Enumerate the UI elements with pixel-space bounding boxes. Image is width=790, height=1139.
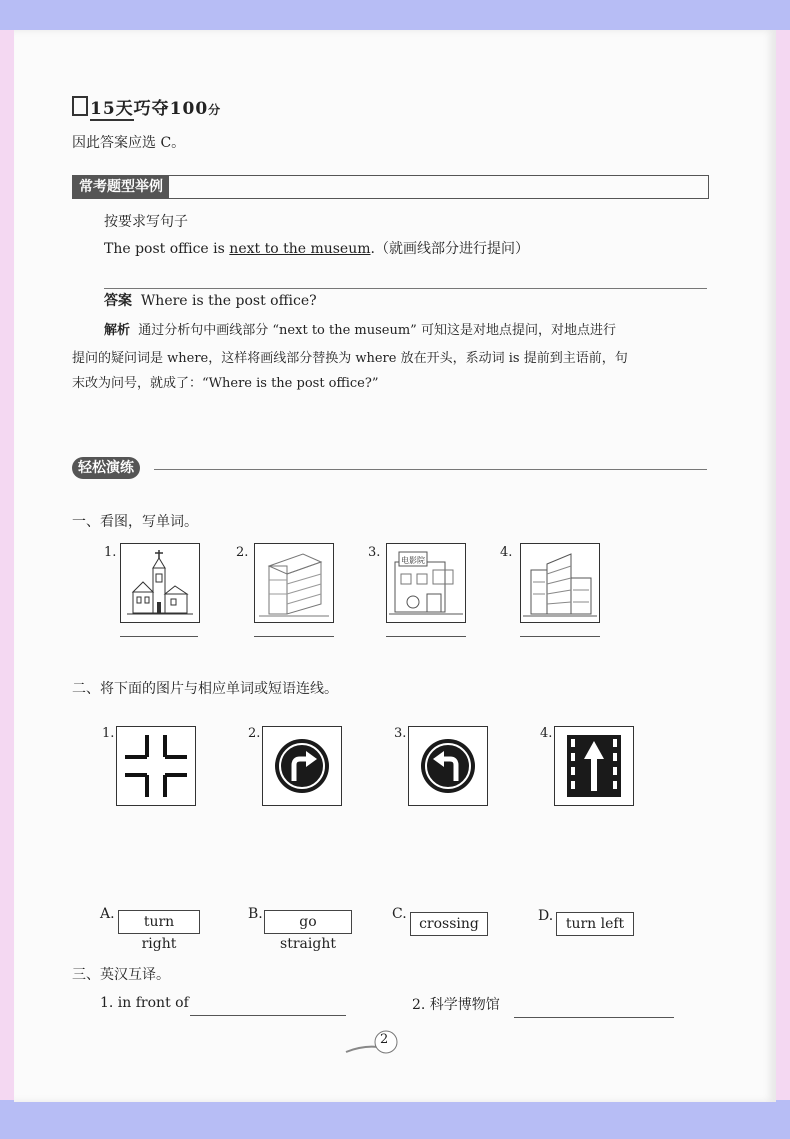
practice-divider — [154, 469, 707, 470]
brand-score: 100 — [169, 99, 209, 119]
answer-text: Where is the post office? — [140, 293, 317, 309]
brand-text: 巧夺 — [133, 99, 170, 119]
q1-blank-1[interactable] — [120, 636, 198, 637]
analysis-line-1 — [104, 322, 616, 340]
q3-item-2: 2. 科学博物馆 — [412, 997, 500, 1013]
q1-blank-4[interactable] — [520, 636, 600, 637]
q2-num-4: 4. — [540, 726, 553, 741]
instruction-text: 按要求写句子 — [104, 214, 188, 230]
page-number: 2 — [380, 1032, 389, 1047]
q2-num-3: 3. — [394, 726, 407, 741]
practice-section-title: 轻松演练 — [72, 457, 140, 479]
option-b-go-straight[interactable]: go straight — [264, 910, 352, 934]
answer-line — [104, 292, 317, 312]
analysis-label: 解析 — [104, 323, 131, 338]
analysis-line-3: 末改为问号，就成了：“Where is the post office?” — [72, 376, 379, 391]
q3-item-1: 1. in front of — [100, 995, 189, 1011]
brand-unit: 分 — [208, 103, 222, 117]
q3-blank-2[interactable] — [514, 1017, 674, 1018]
crossing-sign-icon — [117, 727, 195, 805]
q2-picture-3 — [408, 726, 488, 806]
example-section-bar — [72, 175, 709, 199]
answer-label: 答案 — [104, 293, 132, 309]
example-section-title: 常考题型举例 — [73, 176, 169, 198]
q1-num-2: 2. — [236, 545, 249, 560]
turn-left-sign-icon — [409, 727, 487, 805]
turn-right-sign-icon — [263, 727, 341, 805]
brand-box-icon — [72, 96, 88, 116]
cinema-sign-text: 电影院 — [401, 556, 425, 565]
brand-day: 天 — [115, 99, 134, 119]
option-a-letter: A. — [100, 906, 115, 922]
option-d-turn-left[interactable]: turn left — [556, 912, 634, 936]
q1-picture-2 — [254, 543, 334, 623]
q1-num-4: 4. — [500, 545, 513, 560]
q3-blank-1[interactable] — [190, 1015, 346, 1016]
q1-picture-3 — [386, 543, 466, 623]
conclusion-text: 因此答案应选 C。 — [72, 135, 186, 151]
option-c-letter: C. — [392, 906, 407, 922]
cinema-icon — [387, 544, 465, 622]
brand-number: 15 — [90, 99, 116, 119]
hospital-building-icon — [521, 544, 599, 622]
q2-picture-1 — [116, 726, 196, 806]
q2-title: 二、将下面的图片与相应单词或短语连线。 — [72, 681, 338, 697]
analysis-line-2: 提问的疑问词是 where，这样将画线部分替换为 where 放在开头，系动词 is 提前到主语前，句 — [72, 351, 628, 366]
option-a-turn-right[interactable]: turn right — [118, 910, 200, 934]
go-straight-sign-icon — [555, 727, 633, 805]
question-pre: The post office is — [104, 241, 230, 257]
question-underlined: next to the museum — [229, 241, 371, 257]
building-icon — [255, 544, 333, 622]
analysis-text-1: 通过分析句中画线部分 “next to the museum” 可知这是对地点提问，对地点进行 — [138, 323, 616, 338]
q1-num-3: 3. — [368, 545, 381, 560]
q1-blank-2[interactable] — [254, 636, 334, 637]
question-sentence — [104, 240, 529, 260]
q1-picture-1 — [120, 543, 200, 623]
page-number-badge — [344, 1028, 404, 1058]
question-post: .（就画线部分进行提问） — [370, 241, 529, 257]
page-swoosh-icon — [344, 1028, 404, 1058]
church-icon — [121, 544, 199, 622]
option-d-letter: D. — [538, 908, 554, 924]
q1-blank-3[interactable] — [386, 636, 466, 637]
workbook-page — [14, 30, 776, 1102]
answer-divider — [104, 288, 707, 289]
left-margin-strip — [0, 30, 14, 1100]
q2-num-2: 2. — [248, 726, 261, 741]
q2-picture-4 — [554, 726, 634, 806]
q2-num-1: 1. — [102, 726, 115, 741]
q1-title: 一、看图，写单词。 — [72, 514, 198, 530]
option-c-crossing[interactable]: crossing — [410, 912, 488, 936]
q1-picture-4 — [520, 543, 600, 623]
right-margin-strip — [776, 30, 790, 1100]
q2-picture-2 — [262, 726, 342, 806]
q1-num-1: 1. — [104, 545, 117, 560]
brand-header — [72, 94, 221, 119]
option-b-letter: B. — [248, 906, 263, 922]
q3-title: 三、英汉互译。 — [72, 967, 170, 983]
